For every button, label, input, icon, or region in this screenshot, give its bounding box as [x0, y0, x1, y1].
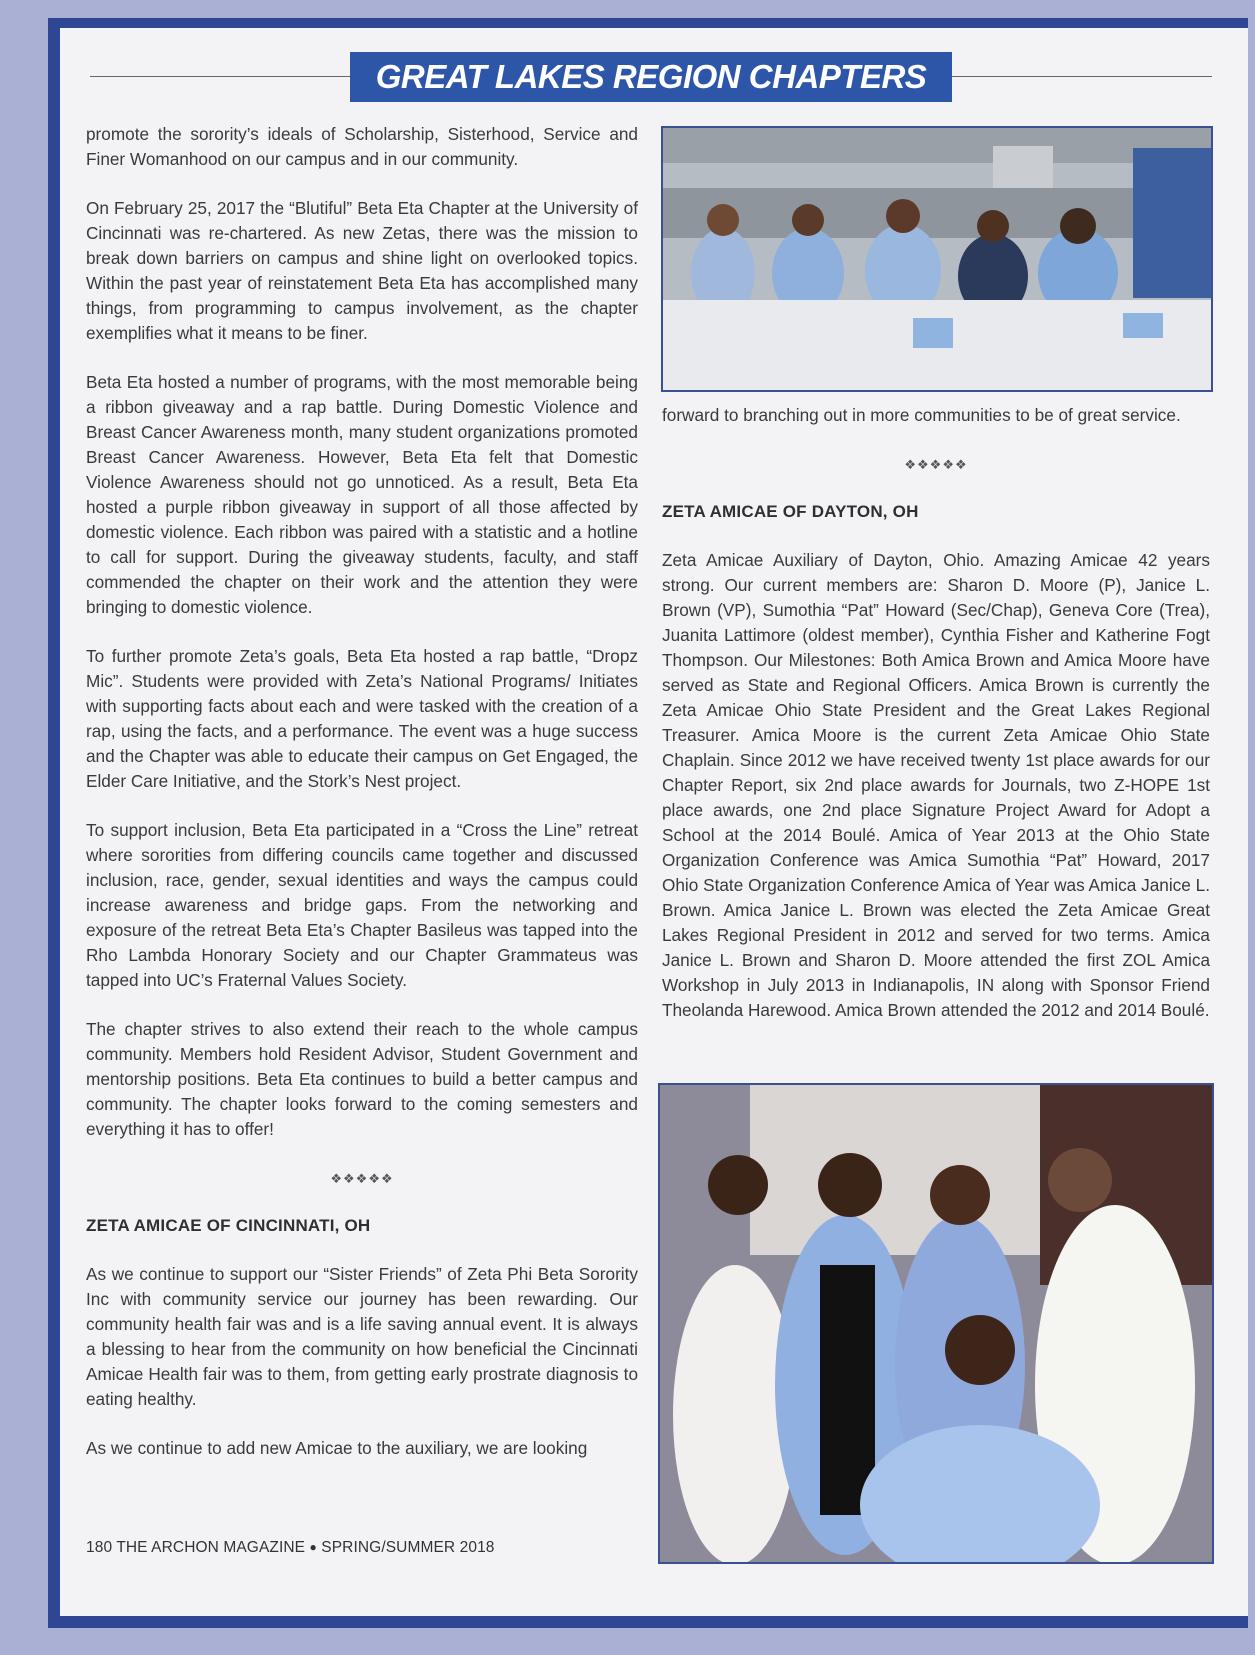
amicae-group-photo-image: [660, 1085, 1212, 1562]
header-rule-left: [90, 76, 350, 77]
paragraph: As we continue to support our “Sister Friends” of Zeta Phi Beta Sorority Inc with community service our journey has been rewarding. Our community health fair was and is a life saving annual event. It is always a blessing to hear from the community on how beneficial the Cincinnati Amicae Health fair was to them, from getting early prostrate diagnosis to eating healthy.: [86, 1264, 638, 1409]
right-column: [662, 403, 1210, 1047]
paragraph: Zeta Amicae Auxiliary of Dayton, Ohio. Amazing Amicae 42 years strong. Our current members are: Sharon D. Moore (P), Janice L. Brown (VP), Sumothia “Pat” Howard (Sec/Chap), Geneva Core (Trea), Juanita Lattimore (oldest member), Cynthia Fisher and Katherine Fogt Thompson. Our Milestones: Both Amica Brown and Amica Moore have served as State and Regional Officers. Amica Brown is currently the Zeta Amicae Ohio State President and the Great Lakes Regional Treasurer. Amica Moore is the current Zeta Amicae Ohio State Chaplain. Since 2012 we have received twenty 1st place awards for our Chapter Report, six 2nd place awards for Journals, two Z-HOPE 1st place awards, one 2nd place Signature Project Award for Adopt a School at the 2014 Boulé. Amica of Year 2013 at the Ohio State Organization Conference was Amica Sumothia “Pat” Howard, 2017 Ohio State Organization Conference Amica of Year was Amica Janice L. Brown. Amica Janice L. Brown was elected the Zeta Amicae Great Lakes Regional President in 2012 and served for two terms. Amica Janice L. Brown and Sharon D. Moore attended the first ZOL Amica Workshop in July 2013 in Indianapolis, IN along with Sponsor Friend Theolanda Harewood. Amica Brown attended the 2012 and 2014 Boulé.: [662, 550, 1210, 1020]
page-number: 180: [86, 1539, 113, 1556]
issue-label: SPRING/SUMMER 2018: [321, 1539, 495, 1556]
paragraph: To support inclusion, Beta Eta participated in a “Cross the Line” retreat where sororities from differing councils came together and discussed inclusion, race, gender, sexual identities and ways the campus could increase awareness and bridge gaps. From the networking and exposure of the retreat Beta Eta’s Chapter Basileus was tapped into the Rho Lambda Honorary Society and our Chapter Grammateus was tapped into UC’s Fraternal Values Society.: [86, 820, 638, 990]
paragraph: As we continue to add new Amicae to the auxiliary, we are looking: [86, 1438, 588, 1458]
section-heading: ZETA AMICAE OF DAYTON, OH: [662, 502, 919, 521]
paragraph: forward to branching out in more communities to be of great service.: [662, 405, 1181, 425]
paragraph: Beta Eta hosted a number of programs, with the most memorable being a ribbon giveaway and a rap battle. During Domestic Violence and Breast Cancer Awareness month, many student organizations promoted Breast Cancer Awareness. However, Beta Eta felt that Domestic Violence Awareness should not go unnoticed. As a result, Beta Eta hosted a purple ribbon giveaway in support of all those affected by domestic violence. Each ribbon was paired with a statistic and a hotline to call for support. During the giveaway students, faculty, and staff commended the chapter on their work and the attention they were bringing to domestic violence.: [86, 372, 638, 617]
conference-photo-image: [663, 128, 1211, 390]
header-rule-right: [952, 76, 1212, 77]
page-footer: [86, 1539, 495, 1557]
paragraph: The chapter strives to also extend their reach to the whole campus community. Members hold Resident Advisor, Student Government and mentorship positions. Beta Eta continues to build a better campus and community. The chapter looks forward to the coming semesters and everything it has to offer!: [86, 1019, 638, 1139]
section-divider: ❖❖❖❖❖: [904, 457, 968, 472]
section-divider: ❖❖❖❖❖: [330, 1171, 394, 1186]
section-banner: GREAT LAKES REGION CHAPTERS: [350, 52, 952, 102]
paragraph: promote the sorority’s ideals of Scholarship, Sisterhood, Service and Finer Womanhood on our campus and in our community.: [86, 124, 638, 169]
magazine-name: THE ARCHON MAGAZINE: [116, 1539, 306, 1556]
footer-bullet: ●: [309, 1540, 317, 1554]
conference-photo: [661, 126, 1213, 392]
left-column: [86, 122, 638, 1485]
section-heading: ZETA AMICAE OF CINCINNATI, OH: [86, 1216, 371, 1235]
paragraph: To further promote Zeta’s goals, Beta Eta hosted a rap battle, “Dropz Mic”. Students were provided with Zeta’s National Programs/ Initiates with supporting facts about each and were tasked with the creation of a rap, using the facts, and a performance. The event was a huge success and the Chapter was able to educate their campus on Get Engaged, the Elder Care Initiative, and the Stork’s Nest project.: [86, 646, 638, 791]
amicae-group-photo: [658, 1083, 1214, 1564]
paragraph: On February 25, 2017 the “Blutiful” Beta Eta Chapter at the University of Cincinnati was re-chartered. As new Zetas, there was the mission to break down barriers on campus and shine light on overlooked topics. Within the past year of reinstatement Beta Eta has accomplished many things, from programming to campus involvement, as the chapter exemplifies what it means to be finer.: [86, 198, 638, 343]
